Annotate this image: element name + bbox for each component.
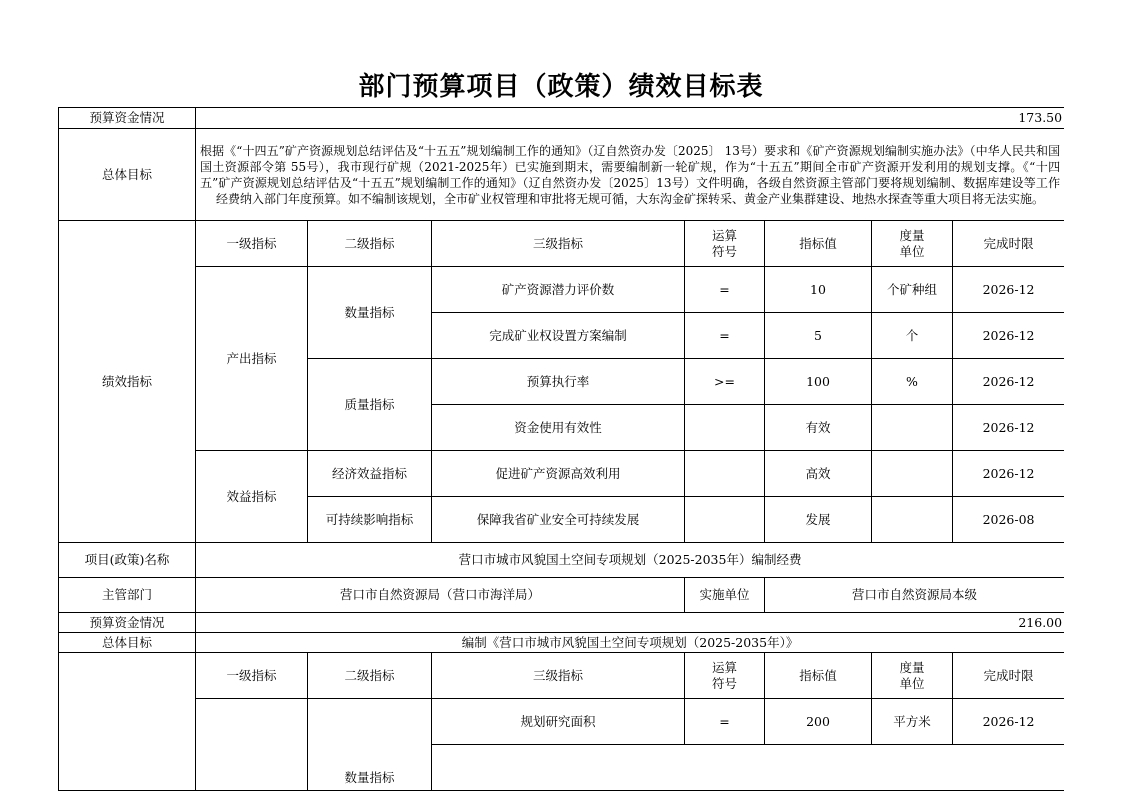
indicator-value: 10 bbox=[765, 267, 872, 313]
performance-table bbox=[58, 107, 1064, 791]
indicator-unit: 个 bbox=[872, 313, 953, 359]
indicator-op: >= bbox=[685, 359, 765, 405]
impl-value: 营口市自然资源局本级 bbox=[765, 578, 1065, 613]
header-unit-line1: 度量 bbox=[899, 227, 925, 243]
indicator-value: 有效 bbox=[765, 405, 872, 451]
header-level2: 二级指标 bbox=[308, 221, 432, 267]
header-value: 指标值 bbox=[765, 221, 872, 267]
level2-quantity: 数量指标 bbox=[308, 267, 432, 359]
level2-quantity-partial: 数量指标 bbox=[308, 699, 432, 791]
header-op-line2: 符号 bbox=[711, 243, 737, 259]
indicator-deadline: 2026-12 bbox=[953, 359, 1065, 405]
indicator-op bbox=[685, 405, 765, 451]
indicator-unit: % bbox=[872, 359, 953, 405]
indicator-name: 规划研究面积 bbox=[432, 699, 685, 745]
indicator-deadline: 2026-12 bbox=[953, 405, 1065, 451]
header-level3: 三级指标 bbox=[432, 221, 685, 267]
header-op bbox=[685, 221, 765, 267]
indicator-unit bbox=[872, 405, 953, 451]
level2-quality: 质量指标 bbox=[308, 359, 432, 451]
block1-header-row bbox=[59, 221, 1065, 267]
budget-label: 预算资金情况 bbox=[59, 108, 196, 129]
indicator-value: 发展 bbox=[765, 497, 872, 543]
indicator-unit: 个矿种组 bbox=[872, 267, 953, 313]
page-title: 部门预算项目（政策）绩效目标表 bbox=[358, 72, 764, 102]
level1-output: 产出指标 bbox=[196, 267, 308, 451]
header-op-line1: 运算 bbox=[711, 659, 737, 675]
indicator-name: 矿产资源潜力评价数 bbox=[432, 267, 685, 313]
indicator-value: 100 bbox=[765, 359, 872, 405]
indicator-value: 200 bbox=[765, 699, 872, 745]
header-unit bbox=[872, 221, 953, 267]
header-value: 指标值 bbox=[765, 653, 872, 699]
indicator-deadline: 2026-08 bbox=[953, 497, 1065, 543]
cutoff-cells bbox=[432, 745, 1065, 791]
block2-project-row bbox=[59, 543, 1065, 578]
indicator-op bbox=[685, 451, 765, 497]
block2-dept-row bbox=[59, 578, 1065, 613]
header-level1: 一级指标 bbox=[196, 653, 308, 699]
header-op bbox=[685, 653, 765, 699]
indicator-deadline: 2026-12 bbox=[953, 699, 1065, 745]
budget-amount: 216.00 bbox=[196, 613, 1065, 633]
perf-label-empty bbox=[59, 653, 196, 791]
project-name-label: 项目(政策)名称 bbox=[59, 543, 196, 578]
block2-budget-row bbox=[59, 613, 1065, 633]
budget-label: 预算资金情况 bbox=[59, 613, 196, 633]
block1-goal-row bbox=[59, 129, 1065, 221]
header-unit bbox=[872, 653, 953, 699]
header-unit-line1: 度量 bbox=[899, 659, 925, 675]
dept-label: 主管部门 bbox=[59, 578, 196, 613]
header-unit-line2: 单位 bbox=[899, 243, 925, 259]
block1-budget-row bbox=[59, 108, 1065, 129]
indicator-name: 完成矿业权设置方案编制 bbox=[432, 313, 685, 359]
level2-sustainable: 可持续影响指标 bbox=[308, 497, 432, 543]
header-op-line1: 运算 bbox=[711, 227, 737, 243]
indicator-name: 资金使用有效性 bbox=[432, 405, 685, 451]
indicator-op bbox=[685, 497, 765, 543]
table-row bbox=[59, 267, 1065, 313]
header-level1: 一级指标 bbox=[196, 221, 308, 267]
header-deadline: 完成时限 bbox=[953, 221, 1065, 267]
indicator-name: 保障我省矿业安全可持续发展 bbox=[432, 497, 685, 543]
indicator-name: 预算执行率 bbox=[432, 359, 685, 405]
budget-amount: 173.50 bbox=[196, 108, 1065, 129]
header-level3: 三级指标 bbox=[432, 653, 685, 699]
goal-text: 根据《“十四五”矿产资源规划总结评估及“十五五”规划编制工作的通知》（辽自然资办发〔2025〕 13号）要求和《矿产资源规划编制实施办法》（中华人民共和国国土资源部令第 55号），我市现行矿规（2021-2025年）已实施到期末，需要编制新一轮矿规，作为“十五五”期间全市矿产资源开发利用的规划支撑。《“十四五”矿产资源规划总结评估及“十五五”规划编制工作的通知》（辽自然资办发〔2025〕13号）文件明确，各级自然资源主管部门要将规划编制、数据库建设等工作经费纳入部门年度预算。如不编制该规划，全市矿业权管理和审批将无规可循，大东沟金矿探转采、黄金产业集群建设、地热水探查等重大项目将无法实施。 bbox=[196, 129, 1065, 221]
performance-table-container bbox=[58, 107, 1064, 793]
indicator-op: = bbox=[685, 313, 765, 359]
perf-label: 绩效指标 bbox=[59, 221, 196, 543]
level1-benefit: 效益指标 bbox=[196, 451, 308, 543]
indicator-deadline: 2026-12 bbox=[953, 267, 1065, 313]
header-deadline: 完成时限 bbox=[953, 653, 1065, 699]
table-row bbox=[59, 699, 1065, 745]
header-level2: 二级指标 bbox=[308, 653, 432, 699]
block2-goal-row bbox=[59, 633, 1065, 653]
indicator-value: 5 bbox=[765, 313, 872, 359]
indicator-unit bbox=[872, 497, 953, 543]
project-name-value: 营口市城市风貌国土空间专项规划（2025-2035年）编制经费 bbox=[196, 543, 1065, 578]
header-unit-line2: 单位 bbox=[899, 675, 925, 691]
level2-economic: 经济效益指标 bbox=[308, 451, 432, 497]
block2-header-row bbox=[59, 653, 1065, 699]
level1-partial bbox=[196, 699, 308, 791]
indicator-unit: 平方米 bbox=[872, 699, 953, 745]
dept-value: 营口市自然资源局（营口市海洋局） bbox=[196, 578, 685, 613]
table-row bbox=[59, 451, 1065, 497]
goal-label: 总体目标 bbox=[59, 633, 196, 653]
indicator-value: 高效 bbox=[765, 451, 872, 497]
indicator-name: 促进矿产资源高效利用 bbox=[432, 451, 685, 497]
indicator-deadline: 2026-12 bbox=[953, 313, 1065, 359]
indicator-op: = bbox=[685, 267, 765, 313]
impl-label: 实施单位 bbox=[685, 578, 765, 613]
indicator-deadline: 2026-12 bbox=[953, 451, 1065, 497]
indicator-unit bbox=[872, 451, 953, 497]
indicator-op: = bbox=[685, 699, 765, 745]
goal-label: 总体目标 bbox=[59, 129, 196, 221]
goal-text: 编制《营口市城市风貌国土空间专项规划（2025-2035年）》 bbox=[196, 633, 1065, 653]
header-op-line2: 符号 bbox=[711, 675, 737, 691]
